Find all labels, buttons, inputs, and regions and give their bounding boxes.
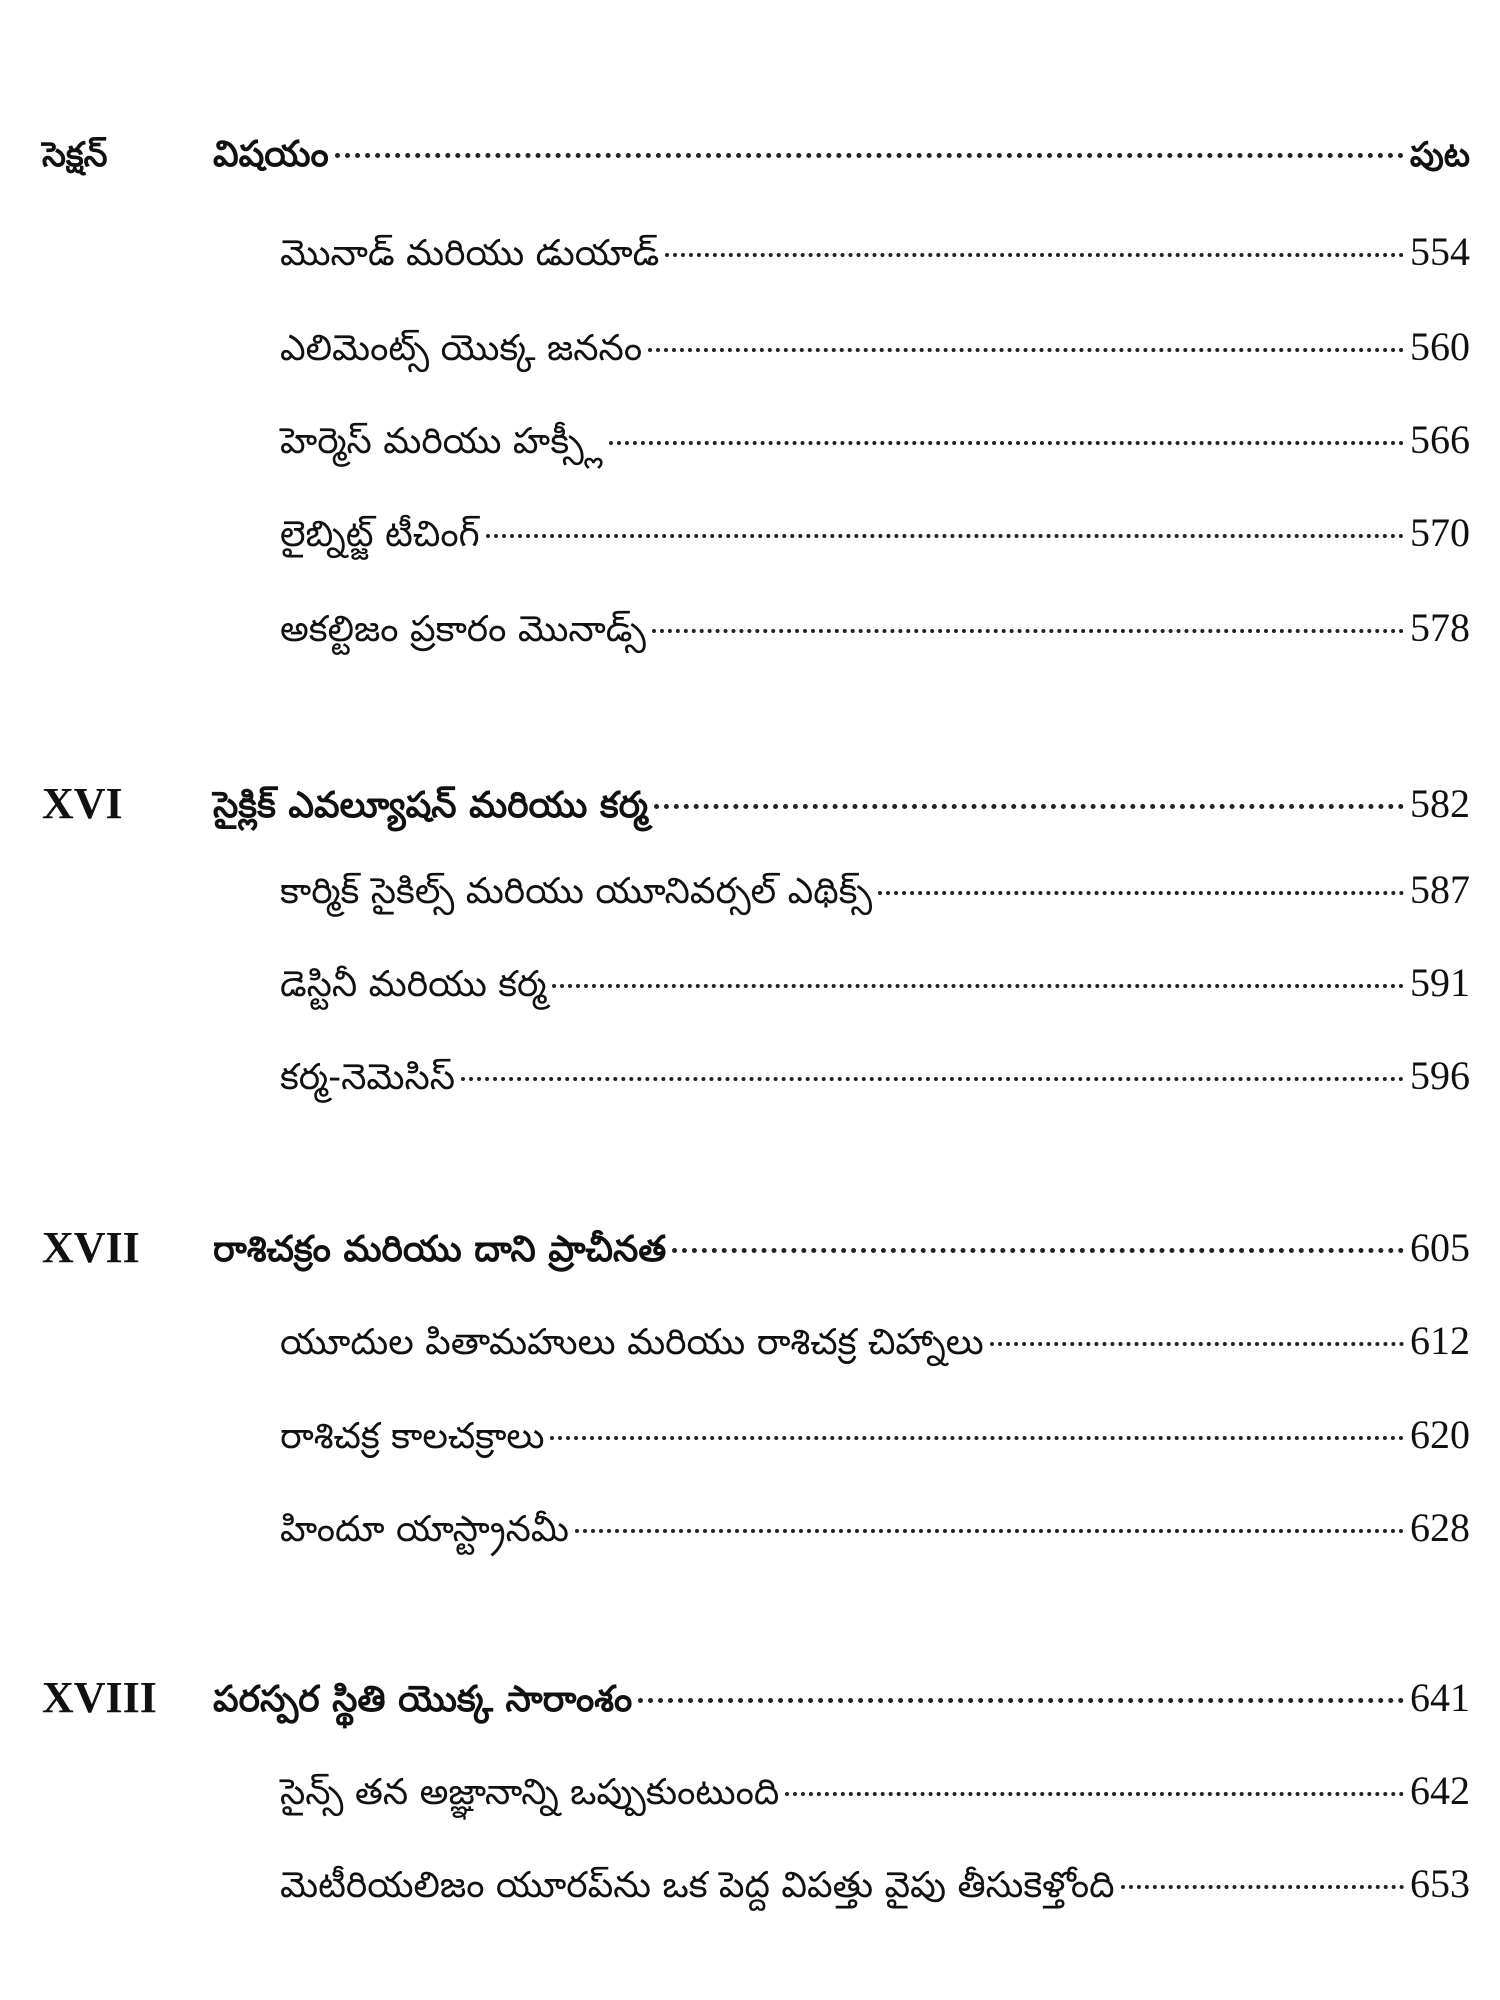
entry-title: మొనాడ్ మరియు డుయాడ్ xyxy=(280,233,660,274)
toc-entry xyxy=(213,1668,1470,1728)
entry-title: సైక్లిక్ ఎవల్యూషన్ మరియు కర్మ xyxy=(213,785,648,826)
dot-leader xyxy=(652,629,1404,633)
toc-entry xyxy=(280,503,1470,563)
toc-entry xyxy=(280,860,1470,920)
entry-title: కార్మిక్ సైకిల్స్ మరియు యూనివర్సల్ ఎథిక్స్ xyxy=(280,871,873,912)
toc-entry-row xyxy=(0,1761,1500,1821)
dot-leader xyxy=(785,1792,1404,1796)
toc-entry xyxy=(280,222,1470,282)
chapter-row xyxy=(0,774,1500,834)
toc-entry xyxy=(280,1405,1470,1465)
dot-leader xyxy=(878,891,1404,895)
dot-leader xyxy=(990,1342,1404,1346)
page-column-label: పుట xyxy=(1409,135,1470,175)
section-column-label: సెక్షన్ xyxy=(42,135,108,175)
toc-entry-row xyxy=(0,1311,1500,1371)
page-number: 628 xyxy=(1410,1505,1470,1550)
toc-entry-row xyxy=(0,860,1500,920)
toc-entry xyxy=(280,598,1470,658)
dot-leader xyxy=(575,1529,1404,1533)
subject-column-label: విషయం xyxy=(213,134,329,175)
entry-title: డెస్టినీ మరియు కర్మ xyxy=(280,964,547,1005)
entry-title: ఎలిమెంట్స్ యొక్క జననం xyxy=(280,328,643,369)
entry-title: హిందూ యాస్ట్రానమీ xyxy=(280,1509,570,1550)
toc-entry xyxy=(213,774,1470,834)
page-number: 591 xyxy=(1410,960,1470,1005)
toc-entry-row xyxy=(0,503,1500,563)
toc-entry-row xyxy=(0,1498,1500,1558)
entry-title: సైన్స్ తన అజ్ఞానాన్ని ఒప్పుకుంటుంది xyxy=(280,1772,780,1813)
dot-leader xyxy=(552,984,1404,988)
page-number: 620 xyxy=(1410,1412,1470,1457)
dot-leader xyxy=(461,1077,1404,1081)
toc-entry xyxy=(280,1761,1470,1821)
dot-leader xyxy=(486,534,1404,538)
page-number: 653 xyxy=(1410,1861,1470,1906)
toc-entry-row xyxy=(0,598,1500,658)
entry-title: కర్మ-నెమెసిస్ xyxy=(280,1057,456,1098)
chapter-row xyxy=(0,1218,1500,1278)
dot-leader xyxy=(335,153,1404,158)
page-number: 641 xyxy=(1410,1675,1470,1720)
page-number: 554 xyxy=(1410,229,1470,274)
page-number: 582 xyxy=(1410,781,1470,826)
dot-leader xyxy=(654,804,1404,809)
entry-title: అకల్టిజం ప్రకారం మొనాడ్స్ xyxy=(280,609,646,650)
entry-title: రాశిచక్ర కాలచక్రాలు xyxy=(280,1416,545,1457)
section-number: XVIII xyxy=(42,1673,157,1722)
toc-entry xyxy=(280,1498,1470,1558)
entry-title: రాశిచక్రం మరియు దాని ప్రాచీనత xyxy=(213,1229,667,1270)
toc-entry xyxy=(213,1218,1470,1278)
dot-leader xyxy=(665,253,1404,257)
dot-leader xyxy=(1121,1885,1405,1889)
page-number: 605 xyxy=(1410,1225,1470,1270)
entry-title: లైబ్నిట్జ్ టీచింగ్ xyxy=(280,514,480,555)
page-number: 596 xyxy=(1410,1053,1470,1098)
entry-title: హెర్మెస్ మరియు హక్స్లీ xyxy=(280,421,603,462)
toc-entry-row xyxy=(0,317,1500,377)
dot-leader xyxy=(550,1436,1404,1440)
toc-entry xyxy=(280,1311,1470,1371)
page-number: 587 xyxy=(1410,867,1470,912)
page-number: 560 xyxy=(1410,324,1470,369)
toc-header xyxy=(0,125,1500,185)
toc-entry-row xyxy=(0,1854,1500,1914)
toc-entry xyxy=(280,1046,1470,1106)
page-number: 570 xyxy=(1410,510,1470,555)
toc-entry xyxy=(280,1854,1470,1914)
toc-entry-row xyxy=(0,1046,1500,1106)
page-number: 612 xyxy=(1410,1318,1470,1363)
toc-entry xyxy=(280,953,1470,1013)
dot-leader xyxy=(648,348,1404,352)
section-number: XVI xyxy=(42,779,123,828)
section-number: XVII xyxy=(42,1223,140,1272)
toc-entry-row xyxy=(0,953,1500,1013)
page-number: 642 xyxy=(1410,1768,1470,1813)
entry-title: యూదుల పితామహులు మరియు రాశిచక్ర చిహ్నాలు xyxy=(280,1322,984,1363)
toc-entry-row xyxy=(0,1405,1500,1465)
toc-entry-row xyxy=(0,222,1500,282)
toc-entry xyxy=(280,317,1470,377)
page-number: 566 xyxy=(1410,417,1470,462)
toc-entry xyxy=(280,410,1470,470)
dot-leader xyxy=(609,441,1404,445)
toc-entry-row xyxy=(0,410,1500,470)
entry-title: మెటీరియలిజం యూరప్‌ను ఒక పెద్ద విపత్తు వైపు తీసుకెళ్తోంది xyxy=(280,1865,1115,1906)
chapter-row xyxy=(0,1668,1500,1728)
dot-leader xyxy=(638,1698,1404,1703)
header-entry xyxy=(213,125,1470,185)
dot-leader xyxy=(672,1248,1404,1253)
entry-title: పరస్పర స్థితి యొక్క సారాంశం xyxy=(213,1679,633,1720)
page-number: 578 xyxy=(1410,605,1470,650)
